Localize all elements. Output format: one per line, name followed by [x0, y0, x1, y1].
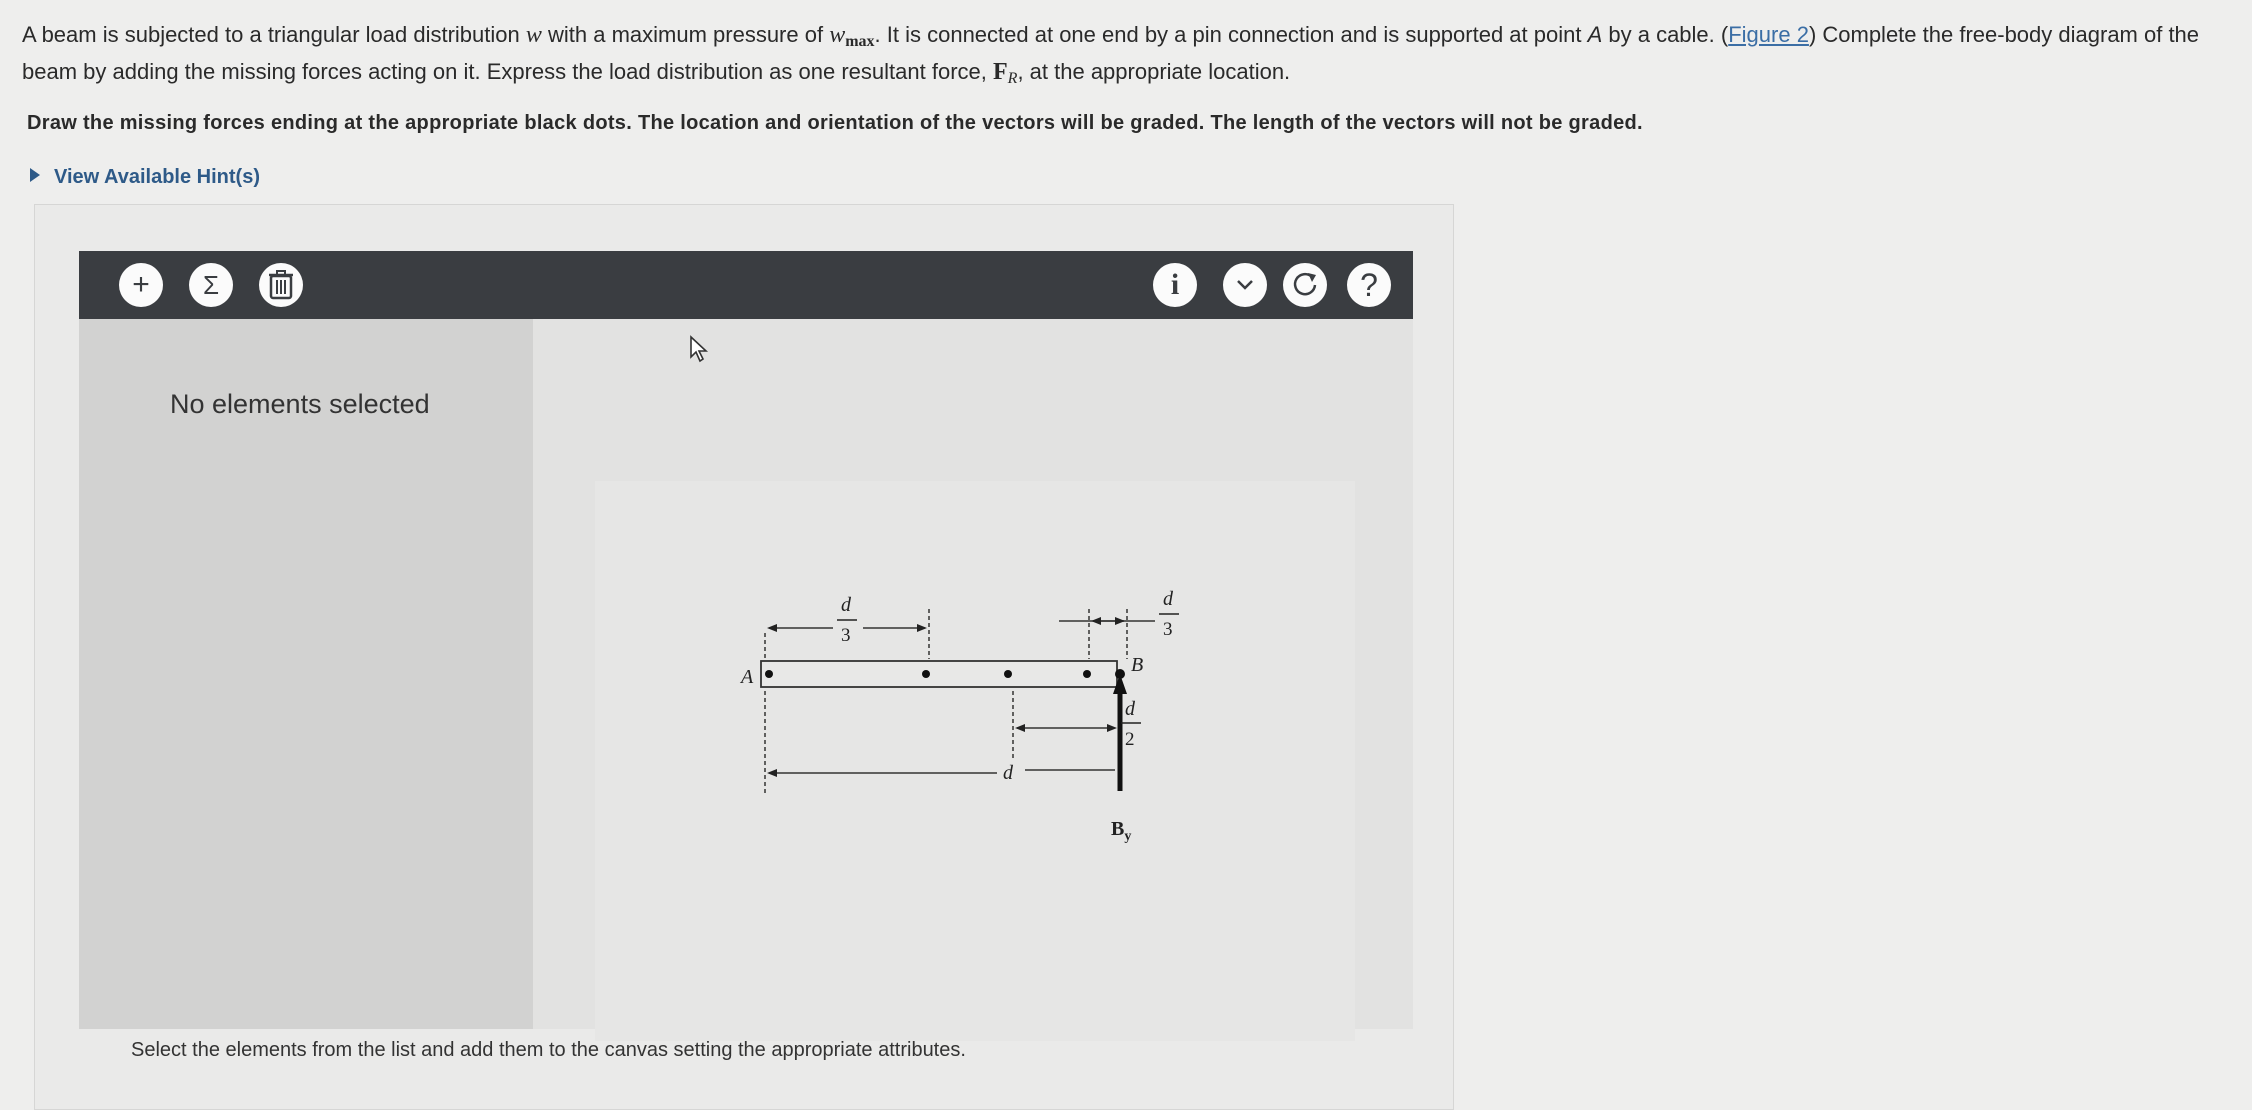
info-icon: i	[1170, 268, 1180, 301]
dim-right-d: d	[1163, 588, 1173, 610]
dim-half-d: d	[1125, 698, 1135, 720]
dim-total	[765, 691, 1115, 795]
plus-icon: +	[132, 268, 150, 301]
dim-right-3: 3	[1163, 619, 1173, 640]
figure-link[interactable]: Figure 2	[1728, 22, 1809, 47]
help-button[interactable]	[1347, 263, 1391, 307]
no-selection-text: No elements selected	[170, 389, 430, 419]
problem-statement	[22, 20, 2222, 94]
sigma-icon: Σ	[202, 270, 220, 300]
chevron-down-icon	[1236, 279, 1254, 291]
dim-half-2: 2	[1125, 729, 1135, 750]
dim-left-d: d	[841, 594, 851, 616]
add-element-button[interactable]	[119, 263, 163, 307]
pointer-cursor-icon	[689, 335, 711, 363]
reset-button[interactable]	[1283, 263, 1327, 307]
dim-right-third	[1059, 609, 1155, 659]
options-dropdown-button[interactable]	[1223, 263, 1267, 307]
anchor-dot-1[interactable]	[922, 670, 930, 678]
dim-total-d: d	[1003, 762, 1013, 784]
fbd-tool-panel	[34, 204, 1454, 1110]
label-by: $B_y$	[1111, 818, 1132, 844]
free-body-diagram	[685, 573, 1285, 873]
toolbar	[79, 251, 1413, 319]
beam	[761, 661, 1117, 687]
canvas-instruction: Select the elements from the list and add them to the canvas setting the appropriate attributes.	[131, 1039, 966, 1061]
help-icon: ?	[1360, 267, 1378, 303]
trash-icon	[268, 270, 294, 300]
label-a: A	[741, 666, 754, 688]
anchor-dot-a[interactable]	[765, 670, 773, 678]
delete-button[interactable]	[259, 263, 303, 307]
label-b: B	[1131, 654, 1144, 676]
reset-icon	[1290, 270, 1320, 300]
view-hints-toggle[interactable]: View Available Hint(s)	[30, 166, 260, 189]
element-sidebar	[79, 319, 533, 1029]
anchor-dot-2[interactable]	[1004, 670, 1012, 678]
info-button[interactable]	[1153, 263, 1197, 307]
expand-triangle-icon	[30, 168, 40, 182]
problem-text: A beam is subjected to a triangular load distribution w with a maximum pressure of $w_{max}$. It is connected at one end by a pin connection and is supported at point A by a cable. (Figure 2) Complete the free-body diagram of the beam by adding the missing forces acting on it. Express the load distribution as one resultant force, $F_R$, at the appropriate location.	[22, 22, 2200, 87]
dim-half	[1013, 691, 1111, 759]
instruction-text: Draw the missing forces ending at the appropriate black dots. The location and orientation of the vectors will be graded. The length of the vectors will not be graded.	[27, 112, 1643, 134]
dim-left-3: 3	[841, 625, 851, 646]
sum-forces-button[interactable]	[189, 263, 233, 307]
anchor-dot-3[interactable]	[1083, 670, 1091, 678]
